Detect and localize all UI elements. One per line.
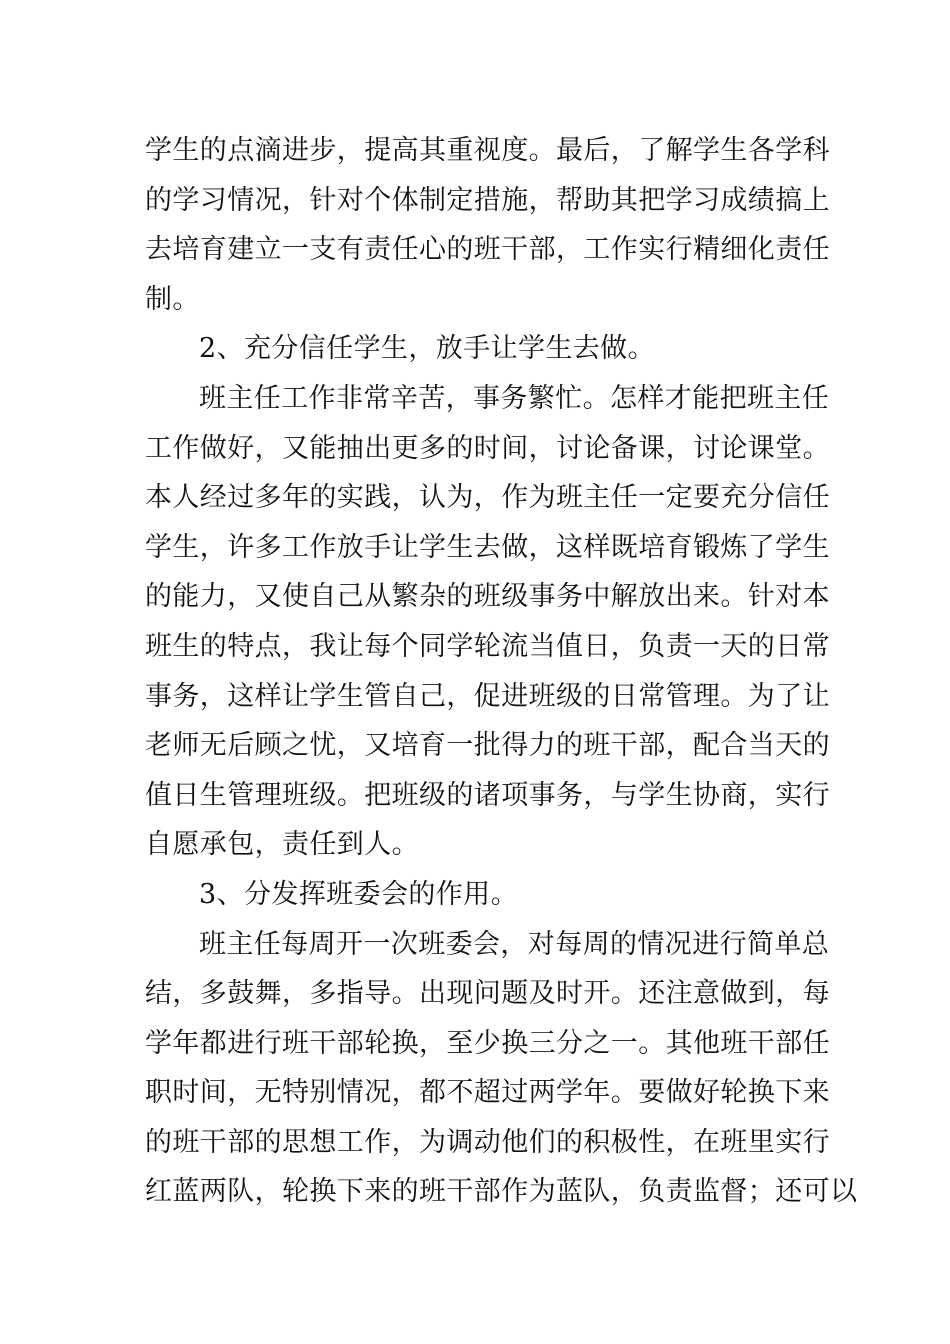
document-body <box>145 126 858 1217</box>
text-line: 班生的特点，我让每个同学轮流当值日，负责一天的日常 <box>145 630 830 662</box>
text-line: 红蓝两队，轮换下来的班干部作为蓝队，负责监督；还可以 <box>145 1176 858 1208</box>
text-line: 自愿承包，责任到人。 <box>145 829 419 861</box>
section-heading-2: 2、充分信任学生，放手让学生去做。 <box>199 333 655 365</box>
text-line: 去培育建立一支有责任心的班干部，工作实行精细化责任 <box>145 234 830 266</box>
text-line: 学年都进行班干部轮换，至少换三分之一。其他班干部任 <box>145 1027 830 1059</box>
text-line: 的能力，又使自己从繁杂的班级事务中解放出来。针对本 <box>145 581 830 613</box>
text-line: 结，多鼓舞，多指导。出现问题及时开。还注意做到，每 <box>145 978 830 1010</box>
text-line: 班主任每周开一次班委会，对每周的情况进行简单总 <box>199 928 830 960</box>
text-line: 的班干部的思想工作，为调动他们的积极性，在班里实行 <box>145 1126 830 1158</box>
text-line: 职时间，无特别情况，都不超过两学年。要做好轮换下来 <box>145 1077 830 1109</box>
text-line: 学生的点滴进步，提高其重视度。最后，了解学生各学科 <box>145 135 830 166</box>
text-line: 班主任工作非常辛苦，事务繁忙。怎样才能把班主任 <box>199 382 830 414</box>
text-line: 工作做好，又能抽出更多的时间，讨论备课，讨论课堂。 <box>145 432 830 464</box>
text-line: 值日生管理班级。把班级的诸项事务，与学生协商，实行 <box>145 779 830 811</box>
text-line: 的学习情况，针对个体制定措施，帮助其把学习成绩搞上 <box>145 184 830 216</box>
text-line: 老师无后顾之忧，又培育一批得力的班干部，配合当天的 <box>145 730 830 762</box>
text-line: 学生，许多工作放手让学生去做，这样既培育锻炼了学生 <box>145 531 830 563</box>
text-line: 制。 <box>145 283 200 315</box>
text-line: 本人经过多年的实践，认为，作为班主任一定要充分信任 <box>145 482 830 514</box>
text-line: 事务，这样让学生管自己，促进班级的日常管理。为了让 <box>145 680 830 712</box>
section-heading-3: 3、分发挥班委会的作用。 <box>199 878 518 910</box>
